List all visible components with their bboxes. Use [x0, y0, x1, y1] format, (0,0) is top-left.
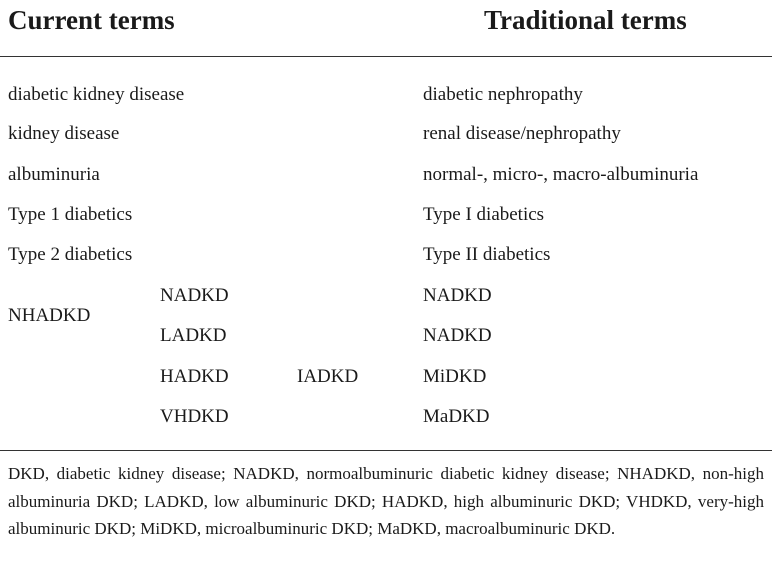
traditional-term-cell: MaDKD [423, 406, 490, 427]
current-term-cell: albuminuria [8, 164, 100, 185]
group-label-nhadkd: NHADKD [8, 305, 91, 326]
sub-term-cell: HADKD [160, 366, 229, 387]
current-term-cell: Type 1 diabetics [8, 204, 133, 225]
sub-term-cell: LADKD [160, 325, 227, 346]
current-term-cell: diabetic kidney disease [8, 84, 185, 105]
current-term-cell: Type 2 diabetics [8, 244, 133, 265]
traditional-term-cell: NADKD [423, 285, 492, 306]
header-divider [0, 56, 772, 57]
current-term-cell: kidney disease [8, 123, 120, 144]
traditional-term-cell: MiDKD [423, 366, 487, 387]
column-header-current-terms: Current terms [8, 5, 175, 35]
group-label-iadkd: IADKD [297, 366, 359, 387]
traditional-term-cell: NADKD [423, 325, 492, 346]
footer-divider [0, 450, 772, 451]
traditional-term-cell: Type II diabetics [423, 244, 551, 265]
sub-term-cell: NADKD [160, 285, 229, 306]
table-footnote: DKD, diabetic kidney disease; NADKD, normoalbuminuric diabetic kidney disease; NHADKD, non-high albuminuria DKD; LADKD, low albuminuric DKD; HADKD, high albuminuric DKD; VHDKD, very-high albuminuric DKD; MiDKD, microalbuminuric DKD; MaDKD, macroalbuminuric DKD. [8, 464, 764, 538]
traditional-term-cell: renal disease/nephropathy [423, 123, 621, 144]
sub-term-cell: VHDKD [160, 406, 229, 427]
column-header-traditional-terms: Traditional terms [484, 5, 687, 35]
traditional-term-cell: Type I diabetics [423, 204, 545, 225]
traditional-term-cell: normal-, micro-, macro-albuminuria [423, 164, 699, 185]
traditional-term-cell: diabetic nephropathy [423, 84, 583, 105]
